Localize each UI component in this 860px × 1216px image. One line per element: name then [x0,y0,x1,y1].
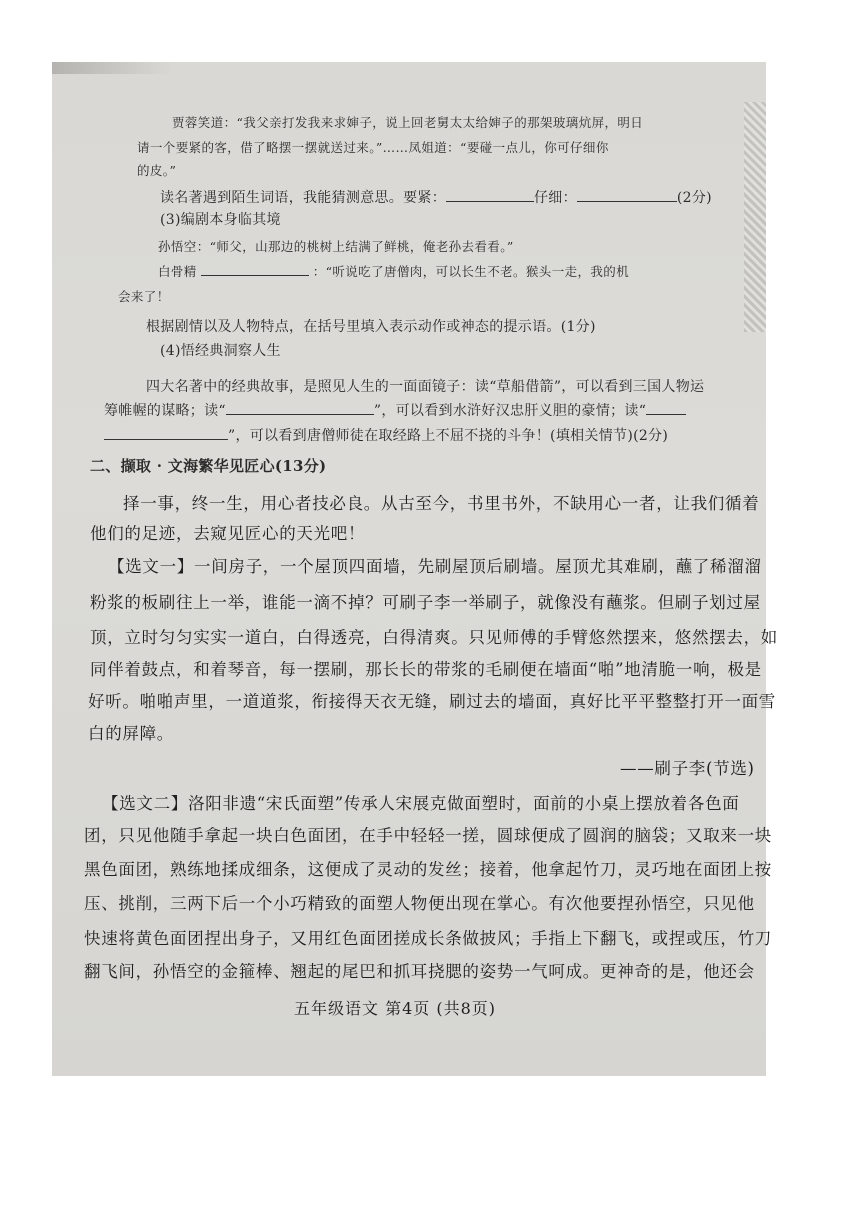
q4-line-2-b: ”，可以看到水浒好汉忠肝义胆的豪情；读“ [373,403,647,419]
passage2-line-6: 翻飞间，孙悟空的金箍棒、翘起的尾巴和抓耳挠腮的姿势一气呵成。更神奇的是，他还会 [84,962,755,981]
q3-line-3: 会来了！ [118,289,170,304]
q4-heading: (4)悟经典洞察人生 [160,343,281,359]
q2-score: (2分) [676,190,712,206]
q2-prompt-label-a: 读名著遇到陌生词语，我能猜测意思。要紧： [160,190,446,206]
passage1-line-3: 顶，立时匀匀实实一道白，白得透亮，白得清爽。只见师傅的手臂悠然摆来，悠然摆去，如 [90,628,778,647]
q2-prompt [160,187,712,207]
passage1-source: ——刷子李(节选) [620,759,755,778]
answer-blank-xiyou-part1[interactable] [646,414,686,415]
q3-instruction: 根据剧情以及人物特点，在括号里填入表示动作或神态的提示语。(1分) [146,319,596,335]
passage1-line-4: 同伴着鼓点，和着琴音，每一摆刷，那长长的带浆的毛刷便在墙面“啪”地清脆一响，极是 [90,660,762,679]
answer-blank-stage-direction[interactable] [201,275,309,276]
binding-edge-pattern [744,102,766,332]
intro-line-2: 他们的足迹，去窥见匠心的天光吧！ [90,524,366,543]
q3-line-2 [158,262,629,280]
q2-quote-line-1: 贾蓉笑道：“我父亲打发我来求婶子，说上回老舅太太给婶子的那架玻璃炕屏，明日 [172,115,644,130]
q3-line-1: 孙悟空：“师父，山那边的桃树上结满了鲜桃，俺老孙去看看。” [158,239,514,254]
passage1-line-1: 【选文一】一间房子，一个屋顶四面墙，先刷屋顶后刷墙。屋顶尤其难刷，蘸了稀溜溜 [108,557,762,576]
page-footer: 五年级语文 第4页 (共8页) [294,999,497,1018]
q4-line-3-text: ”，可以看到唐僧师徒在取经路上不屈不挠的斗争！(填相关情节)(2分) [228,428,669,444]
answer-blank-yaojin[interactable] [446,201,534,202]
q2-prompt-label-b: 仔细： [534,190,577,206]
page-edge-shadow [52,62,172,74]
passage2-line-3: 黑色面团，熟练地揉成细条，这便成了灵动的发丝；接着，他拿起竹刀，灵巧地在面团上按 [84,860,772,879]
answer-blank-zixi[interactable] [577,201,677,202]
passage1-line-5: 好听。啪啪声里，一道道浆，衔接得天衣无缝，刷过去的墙面，真好比平平整整打开一面雪 [88,692,776,711]
q2-quote-line-3: 的皮。” [137,163,177,178]
q4-line-2-a: 筹帷幄的谋略；读“ [104,403,226,419]
passage1-line-6: 白的屏障。 [88,724,174,743]
q3-speaker: 白骨精 [158,264,197,279]
q2-quote-line-2: 请一个要紧的客，借了略摆一摆就送过来。”……凤姐道：“要碰一点儿，你可仔细你 [137,140,609,155]
passage2-line-4: 压、挑削，三两下后一个小巧精致的面塑人物便出现在掌心。有次他要捏孙悟空，只见他 [84,894,755,913]
q4-line-3 [104,425,668,445]
q4-line-1: 四大名著中的经典故事，是照见人生的一面面镜子：读“草船借箭”，可以看到三国人物运 [146,379,705,395]
q4-line-2 [104,400,686,420]
passage2-line-2: 团，只见他随手拿起一块白色面团，在手中轻轻一搓，圆球便成了圆润的脑袋；又取来一块 [84,826,772,845]
section2-title: 二、撷取 · 文海繁华见匠心(13分) [90,457,327,475]
passage2-line-5: 快速将黄色面团捏出身子，又用红色面团搓成长条做披风；手指上下翻飞，或捏或压，竹刀 [84,929,772,948]
answer-blank-xiyou-part2[interactable] [104,439,228,440]
answer-blank-shuihu[interactable] [226,414,374,415]
passage1-line-2: 粉浆的板刷往上一举，谁能一滴不掉？可刷子李一举刷子，就像没有蘸浆。但刷子划过屋 [90,593,761,612]
q3-line-2-rest: ：“听说吃了唐僧肉，可以长生不老。猴头一走，我的机 [312,264,630,279]
intro-line-1: 择一事，终一生，用心者技必良。从古至今，书里书外，不缺用心一者，让我们循着 [123,494,760,513]
q3-heading: (3)编剧本身临其境 [160,212,281,228]
passage2-line-1: 【选文二】洛阳非遗“宋氏面塑”传承人宋展克做面塑时，面前的小桌上摆放着各色面 [102,794,740,813]
